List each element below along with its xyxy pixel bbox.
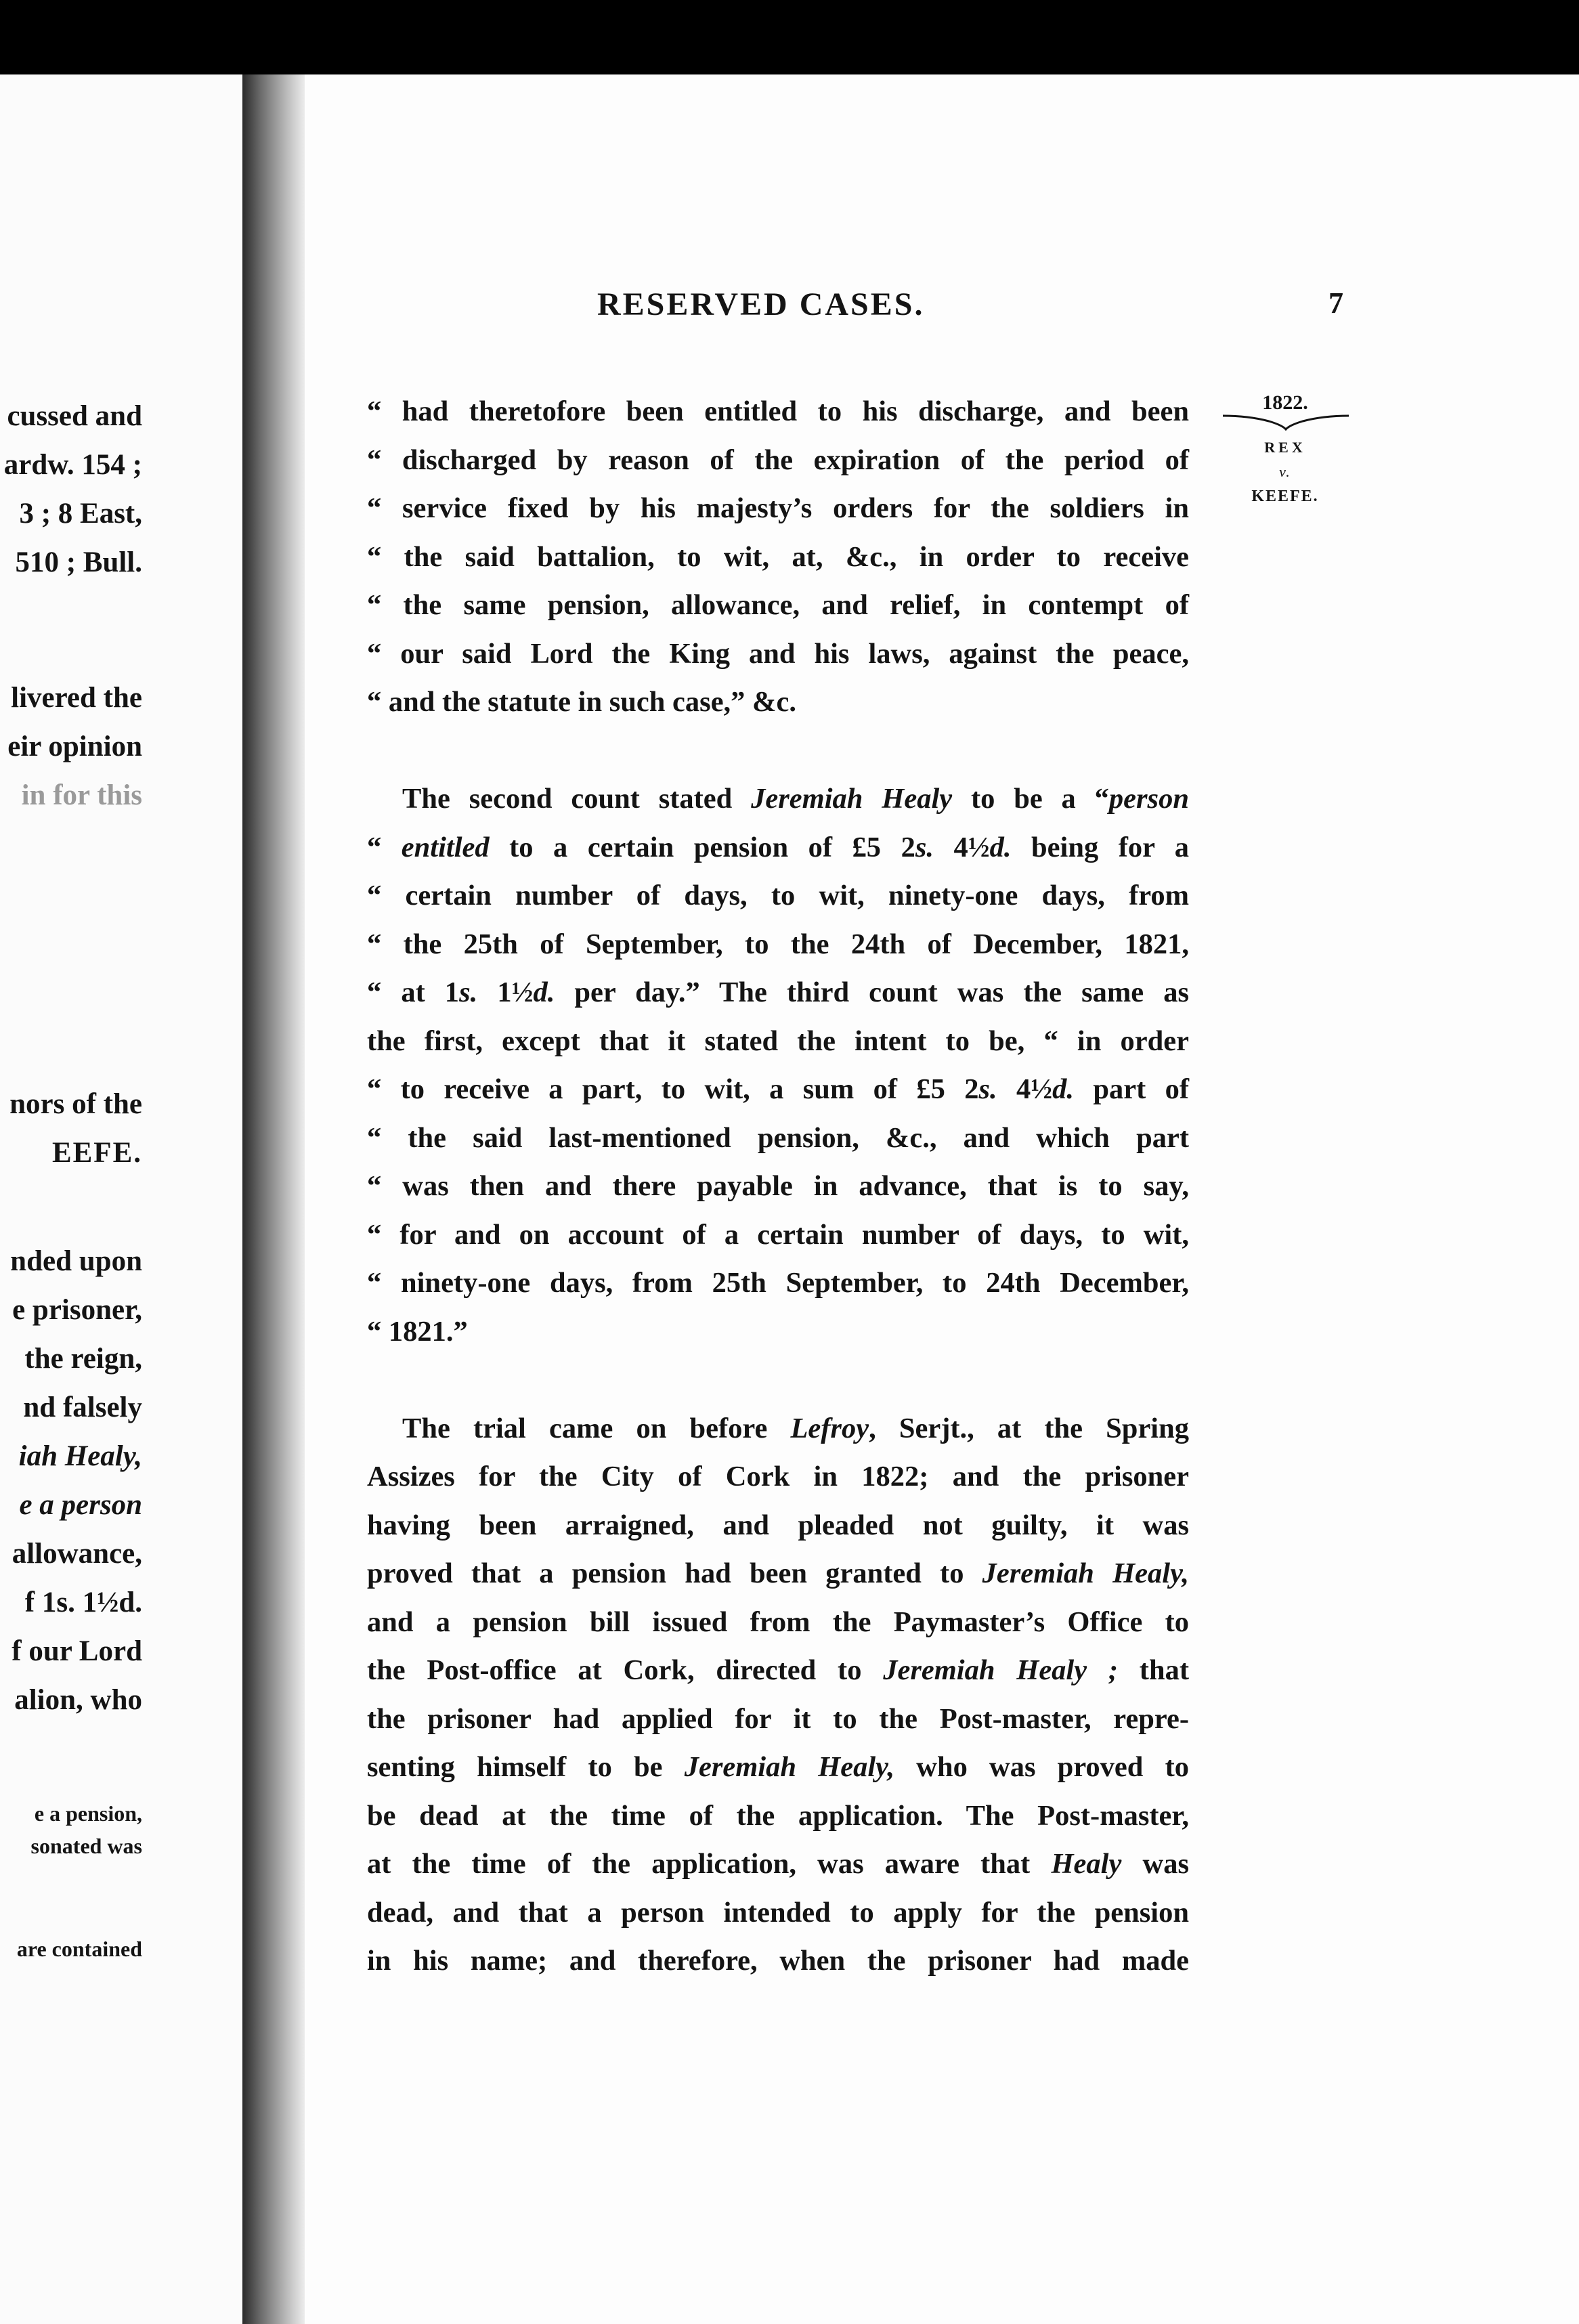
- margin-case-keefe: KEEFE.: [1251, 488, 1319, 505]
- left-page-line: nd falsely: [23, 1392, 142, 1423]
- left-page-line: 510 ; Bull.: [15, 546, 142, 578]
- left-page-footnote-line: e a pension,: [34, 1801, 142, 1826]
- text-line: dead, and that a person intended to apply for the pension: [367, 1896, 1189, 1929]
- text-line: senting himself to be Jeremiah Healy, who was proved to: [367, 1751, 1189, 1783]
- page-number: 7: [1328, 286, 1343, 320]
- current-page: [305, 74, 1579, 2324]
- text-line: at the time of the application, was aware that Healy was: [367, 1848, 1190, 1880]
- left-page-line: EEFE.: [51, 1137, 142, 1169]
- page-body: [367, 387, 1189, 1985]
- text-line: the first, except that it stated the intent to be, “ in order: [367, 1025, 1189, 1057]
- text-line: The trial came on before Lefroy, Serjt., at the Spring: [402, 1412, 1189, 1444]
- left-page-line: alion, who: [14, 1684, 142, 1716]
- text-line: The second count stated Jeremiah Healy to be a “person: [402, 783, 1189, 815]
- left-page-footnote-line: sonated was: [30, 1834, 142, 1858]
- left-page-line: the reign,: [24, 1343, 142, 1375]
- book-gutter-shadow: [242, 74, 305, 2324]
- text-line: “ at 1s. 1½d. per day.” The third count was the same as: [367, 976, 1190, 1008]
- text-line: in his name; and therefore, when the prisoner had made: [367, 1945, 1189, 1977]
- text-line: proved that a pension had been granted to Jeremiah Healy,: [367, 1557, 1189, 1589]
- text-line: having been arraigned, and pleaded not guilty, it was: [367, 1509, 1189, 1541]
- text-line: the Post-office at Cork, directed to Jeremiah Healy ; that: [367, 1654, 1189, 1686]
- text-line: “ our said Lord the King and his laws, against the peace,: [367, 637, 1189, 670]
- text-line: the prisoner had applied for it to the Post-master, repre-: [367, 1702, 1189, 1735]
- left-page-footnote-line: are contained: [16, 1937, 142, 1961]
- previous-page-fragment: [0, 74, 242, 2324]
- left-page-line: nded upon: [10, 1245, 142, 1277]
- left-page-line: 3 ; 8 East,: [19, 498, 142, 530]
- left-page-line: eir opinion: [7, 731, 142, 762]
- text-line: “ entitled to a certain pension of £5 2s. 4½d. being for a: [367, 831, 1189, 863]
- text-line: “ the 25th of September, to the 24th of December, 1821,: [367, 928, 1189, 960]
- left-page-line: livered the: [11, 682, 142, 714]
- left-page-line: ardw. 154 ;: [3, 449, 142, 481]
- marginal-case-note: [1231, 391, 1339, 509]
- left-page-line: cussed and: [7, 400, 142, 432]
- text-line: “ was then and there payable in advance, that is to say,: [367, 1170, 1189, 1202]
- left-page-line: nors of the: [9, 1088, 142, 1120]
- text-line: “ the said last-mentioned pension, &c., and which part: [367, 1121, 1189, 1154]
- text-line: and a pension bill issued from the Paymaster’s Office to: [367, 1606, 1189, 1638]
- left-page-line: allowance,: [12, 1538, 142, 1570]
- margin-year: 1822.: [1262, 391, 1308, 414]
- margin-case-rex: REX: [1264, 439, 1306, 456]
- text-line: be dead at the time of the application. The Post-master,: [367, 1799, 1189, 1832]
- text-line: “ service fixed by his majesty’s orders for the soldiers in: [367, 492, 1189, 524]
- text-line: “ discharged by reason of the expiration of the period of: [367, 444, 1189, 476]
- text-line: “ the said battalion, to wit, at, &c., in order to receive: [367, 540, 1189, 573]
- text-line: “ the same pension, allowance, and relief, in contempt of: [367, 589, 1189, 621]
- text-line: “ for and on account of a certain number of days, to wit,: [367, 1218, 1189, 1251]
- left-page-line: f 1s. 1½d.: [24, 1587, 142, 1618]
- left-page-line: e a person: [19, 1489, 142, 1521]
- margin-case-v: v.: [1279, 463, 1291, 480]
- left-page-line: f our Lord: [12, 1635, 142, 1667]
- left-page-line: iah Healy,: [18, 1440, 142, 1472]
- left-page-line: e prisoner,: [12, 1294, 142, 1326]
- text-line: “ and the statute in such case,” &c.: [367, 686, 796, 718]
- text-line: “ to receive a part, to wit, a sum of £5 2s. 4½d. part of: [367, 1073, 1189, 1105]
- text-line: “ certain number of days, to wit, ninety-one days, from: [367, 880, 1189, 911]
- left-page-line: in for this: [21, 779, 142, 811]
- text-line: “ ninety-one days, from 25th September, to 24th December,: [367, 1267, 1189, 1299]
- text-line: Assizes for the City of Cork in 1822; and the prisoner: [367, 1461, 1189, 1492]
- text-line: “ 1821.”: [367, 1315, 468, 1348]
- brace-icon: [1221, 413, 1339, 434]
- text-line: “ had theretofore been entitled to his discharge, and been: [367, 395, 1189, 427]
- running-head: RESERVED CASES.: [597, 286, 925, 322]
